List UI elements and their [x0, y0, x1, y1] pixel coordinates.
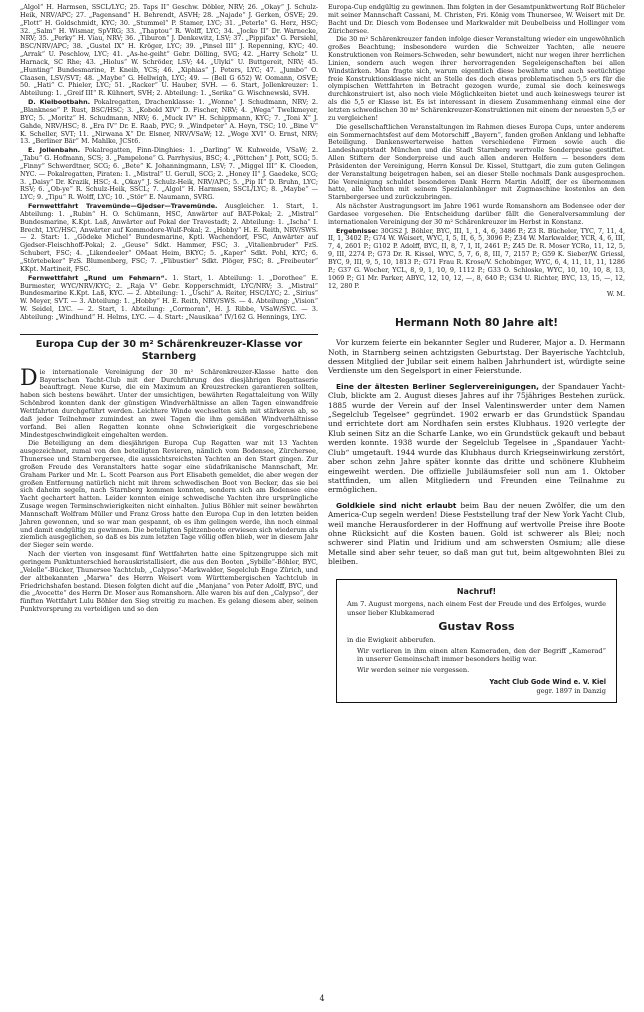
europa-cup-headline-block: [20, 334, 318, 363]
section-label: E. Jollenbahn.: [28, 146, 81, 155]
berlin-text: der Spandauer Yacht-Club, blickte am 2. August dieses Jahres auf ihr 75jähriges Bestehen zurück. 1885 wurde der Verein auf der Insel Valentinswerder unter dem Namen „Segelclub Tegelsee“ gegründet. 1902 erwarb er das Grundstück Spandau und errichtete dort am Nordhafen sein erstes Klubhaus. 1920 verlegte der Klub seinen Sitz an die Scharfe Lanke, wo ein Grundstück gekauft und bebaut werden konnte. 1938 wurde der Segelclub Tegelsee in „Spandauer Yacht-Club“ umgetauft. 1944 wurde das Klubhaus durch Kriegseinwirkung zerstört, aber schon zehn Jahre später konnte das dritte und schönere Klubheim eingeweiht werden. Die offizielle Jubiläumsfeier soll nun am 1. Oktober stattfinden, um allen Mitgliedern und Freunden eine Teilnahme zu ermöglichen.: [328, 381, 625, 495]
section-d-kielboot: [20, 99, 318, 146]
noth-headline: Hermann Noth 80 Jahre alt!: [394, 317, 559, 330]
europa-cup-paragraph: [20, 365, 318, 440]
paragraph-text: ie internationale Vereinigung der 30 m² Schärenkreuzer-Klasse hatte den Bayerischen Yacht-Club mit der Durchführung des diesjährigen Regattaserie beauftragt. Neue Kurse, die ein Maximum an Kreuzstrecken garantieren sollten, haben sich bestens bewährt. Unter der umsichtigen, bewährten Regattaleitung von Willy Schönbrod konnten dank der günstigen Windverhältnisse an allen Tagen einwandfreie Wettfahrten durchgeführt werden. Leichtere Winde wechselten sich mit stärkeren ab, so daß jeder Teilnehmer zumindest an zwei Tagen die ihm gemäßen Windverhältnisse vorfand. Bei allen Regatten konnte ohne Schwierigkeit die vorgeschriebene Mindestgeschwindigkeit eingehalten werden.: [20, 367, 318, 439]
left-column: [20, 4, 318, 615]
section-label: D. Kielbootbahn.: [28, 98, 91, 107]
obituary-club: Yacht Club Gode Wind e. V. Kiel: [489, 678, 606, 687]
ergebnisse-paragraph: [328, 228, 625, 291]
obituary-intro: Am 7. August morgens, nach einem Fest der Freude und des Erfolges, wurde unser lieber Klubkamerad: [347, 600, 606, 617]
drop-cap: D: [20, 365, 38, 391]
section-text: Ausgleicher. 1. Start, 1. Abteilung: 1. „Rubin“ H. O. Schümann, HSC, Anwärter auf BAT-Pokal; 2. „Mistral“ Bundesmarine, K.Kpt. Laß, Anwärter auf Pokal der Travestadt; 2. Abteilung: 1. „Ischa“ I. Brecht, LYC/HSC, Anwärter auf Kommodore-Wulf-Pokal; 2. „Hobby“ H. E. Reith, NRV/SWS. — 2. Start: 1. „Gödeke Michel“ Bundesmarine, Kptl. Wachendorf, FSC, Anwärter auf Gjedser-Fleischhoff-Pokal; 2. „Geuse“ Sdkt. Hammer, FSC; 3. „Vitalienbruder“ FzS. Schubert, FSC; 4. „Likendeeler“ OMaat Heim, BKYC; 5. „Kaper“ Sdkt. Pohl, KYC; 6. „Störtebeker“ FzS. Blumenberg, FSC; 7. „Flibustier“ Sdkt. Plöger, FSC; 8. „Freibeuter“ KKpt. Martineit, FSC.: [20, 202, 319, 273]
obituary-title: Nachruf!: [456, 586, 497, 596]
author-signature: W. M.: [606, 290, 625, 299]
section-fernwettfahrt-fehmarn: [20, 275, 318, 322]
obituary-line: Wir werden seiner nie vergessen.: [357, 665, 470, 674]
goldkiele-label: Goldkiele sind nicht erlaubt: [336, 500, 457, 510]
results-continued: „Algol“ H. Harmsen, SSCL/LYC; 25. Taps II“ Geschw. Döbler, NRV; 26. „Okay“ J. Schulz-Heik, NRV/APC; 27. „Pagensand“ H. Behrendt, ASVH; 28. „Najade“ J. Gerken, OSVE; 29. „Flott“ H. Goldschmidt, KYC; 30. „Stummel“ P. Stamer, LYC; 31. „Peterle“ G. Herz, HSC; 32. „Salm“ H. Wismar, SpVRG; 33. „Thaptou“ R. Wolff, LYC; 34. „Jocko II“ Dr. Warnecke, NRV; 35. „Perky“ H. Viau, NRV; 36. „Tiburon“ J. Denkewitz, LSV; 37. „Pippifax“ G. Persiehl, BSC/NRV/APC; 38. „Gustel IX“ H. Kröger, LYC; 39. „Pinsel III“ J. Repenning, KYC; 40. „Arrak“ U. Peschlow, LYC; 41. „As-he-geiht“ Gebr. Dölling, SVG; 42. „Harry Scholz“ U. Harnack, SC Rhe; 43. „Hiolus“ W. Schröder, LSV; 44. „Ulyki“ U. Buttgereit, NRV; 45. „Hunting“ Bundesmarine, P. Kneib, YCS; 46. „Xiphias“ J. Peters, LYC; 47. „Jumbo“ O. Claasen, LSV/SVT; 48. „Maybe“ G. Hellwigh, LYC; 49. — (Bell G 652) W. Oomann, OSVE; 50. „Hati“ C. Phieler, LYC; 51. „Racker“ U. Hauber, SVH. — 6. Start, Jollenkreuzer: 1. Abteilung: 1. „Greif III“ R. Kühnert, SVH; 2. Abteilung: 1. „Serika“ G. Wischnewski, SVH.: [20, 3, 318, 98]
obituary-line: in die Ewigkeit abberufen.: [347, 635, 436, 644]
section-fernwettfahrt-gjedser: [20, 203, 318, 274]
ergebnisse-label: Ergebnisse:: [336, 226, 379, 235]
section-text: 1. Start, 1. Abteilung: 1. „Dorothee“ E. Burmester, WYC/NRV/KYC; 2. „Raja V“ Gebr. Kopperschmidt, LYC/NRV; 3. „Mistral“ Bundesmarine K.Kpt. Laß, KYC. — 2. Abteilung: 1. „Uschi“ A. Reiter, HSC/LYC; 2. „Sirius“ W. Meyer, SVT. — 3. Abteilung: 1. „Hobby“ H. E. Reith, NRV/SWS. — 4. Abteilung: „Vision“ W. Seidel, LYC. — 2. Start, 1. Abteilung: „Cormoran“, H. J. Ribbe, VSaW/SYC. — 3. Abteilung: „Windhund“ H. Helms, LYC. — 4. Start: „Nausikaa“ IV/162 G. Hennings, LYC.: [20, 273, 318, 321]
ergebnisse-text: 30GS2 J. Böhler, BYC, III, 1, 1, 4, 6, 3486 P.; Z3 R. Bücheler, TYC, 7, 11, 4, II, 1, 3402 P.; G74 W. Weisert, WYC, I, 5, II, 6, 5, 3096 P.; Z34 W. Markwalder, YCR, 4, 6, III, 7, 4, 2601 P.; G102 P. Adolff, BYC, II, 8, 7, I, II, 2461 P.; Z45 Dr. R. Moser YCRo, 11, 12, 5, 9, III, 2274 P.; G73 Dr. R. Kissel, WYC, 5, 7, 6, 8, III, 7, 2157 P.; G59 K. Sieber/W. Griessl, BYC, 9, III, 9, 5, 10, 1813 P.; G71 Frau R. Krose/V. Schobinger, WYC, 6, 4, 11, 11, 11, 1286 P.; G37 G. Wocher, YCL, 8, 9, 1, 10, 9, 1112 P.; G33 O. Schloske, WYC, 10, 10, 10, 8, 13, 1069 P.; G1 Mr. Parker, ABYC, 12, 10, 12, —, 8, 640 P.; G34 U. Richter, BYC, 13, 15, —, 12, 12, 280 P.: [328, 226, 625, 290]
right-column: [328, 4, 625, 703]
goldkiele-paragraph: [328, 501, 625, 567]
berlin-paragraph: [328, 382, 625, 495]
obituary-founded: gegr. 1897 in Danzig: [536, 686, 606, 695]
europa-cup-headline: Europa Cup der 30 m² Schärenkreuzer-Klasse vor Starnberg: [35, 338, 303, 362]
europa-cup-paragraph: Die gesellschaftlichen Veranstaltungen im Rahmen dieses Europa Cups, unter anderem ein Sommernachtsfest auf dem Motorschiff „Bayern“, fanden großen Anklang und lebhafte Beteiligung. Dankenswerterweise hatten verschiedene Firmen sowie auch die Landeshauptstadt München und die Stadt Starnberg wertvolle Sonderpreise gestiftet. Allen Stiftern der Sonderpreise und auch allen anderen Helfern — besonders dem Präsidenten der Vereinigung, Herrn Konsul Dr. Kissel, Stuttgart, die zum guten Gelingen der Veranstaltung beigetragen haben, sei an dieser Stelle nochmals Dank ausgesprochen. Die Vereinigung schuldet besonderen Dank Herrn Martin Adolff, der es übernommen hatte, alle Yachten mit seinem Spezialanhänger mit Zugmaschine kostenlos an den Starnbergersee und zurückzubringen.: [328, 122, 625, 202]
section-text: Pokalregatten, Finn-Dinghies: 1. „Darling“ W. Kuhweide, VSaW; 2. „Tabu“ G. Hofmann, SCS; 3. „Pampelone“ G. Parrhysius, BSC; 4. „Pöttchen“ J. Pott, SCG; 5. „Finny“ Schwerdtner, SCG; 6. „Bete“ K. Johanningmann, LSV; 7. „Miggel III“ K. Cloeden, NYC. — Pokalregatten, Piraten: 1. „Mistral“ U. Gerull, SCG; 2. „Honey II“ J. Gaedeke, SCG; 3. „Daisy“ Dr. Krazik, HSC; 4. „Okay“ J. Schulz-Heik, NRV/APC; 5. „Pip II“ D. Bruhn, LYC; RSV; 6. „Ob-ye“ R. Schulz-Heik, SSCL; 7. „Algol“ H. Harmsen, SSCL/LYC; 8. „Maybe“ — LYC; 9. „Tipu“ R. Wolff, LYC; 10. „Stör“ E. Naumann, SVRG.: [20, 146, 319, 202]
obituary-box: [336, 579, 617, 703]
section-label: Fernwettfahrt Travemünde—Gjedser—Travemünde.: [28, 202, 218, 211]
europa-cup-paragraph: Europa-Cup endgültig zu gewinnen. Ihm folgten in der Gesamtpunktwertung Rolf Bücheler mit seiner Mannschaft Cassani, M. Christen, Fri. König vom Thunersee, W. Weisert mit Dr. Bacht und Dr. Diesch vom Bodensee und Markwalder mit Deubelbeiss und Hollinger vom Zürichersee.: [328, 3, 625, 35]
section-text: Pokalregatten, Drachenklasse: 1. „Wonne“ J. Schudmann, NRV; 2. „Blanknese“ P. Rust, BSC/HSC; 3. „Kobold XIV“ D. Fischer, NRV; 4. „Wega“ Twelkmeyer, BYC; 5. „Moritz“ H. Schudmann, NRV; 6. „Muck IV“ H. Schippmann, KYC; 7. „Toni X“ J. Gahde, NRV/HSC; 8. „Era IV“ Dr. E. Raab, PYC; 9. „Windpeter“ A. Heyn, TSC; 10. „Bine V“ K. Scheller, SVT; 11. „Nirwana X“ Dr. Elsner, NRV/VSaW; 12. „Woge XVI“ O. Ernst, NRV; 13. „Berliner Bär“ M. Mahlke, JCSt6.: [20, 98, 318, 146]
obituary-line: Wir verlieren in ihm einen alten Kameraden, den der Begriff „Kamerad“ in unserer Gemeinschaft immer besonders heilig war.: [357, 646, 606, 664]
obituary-name: Gustav Ross: [438, 620, 515, 634]
europa-cup-paragraph: Die Beteiligung an dem diesjährigen Europa Cup Regatten war mit 13 Yachten ausgezeichnet, zumal von den beteiligten Revieren, nämlich vom Bodensee, Zürchersee, Thunersee und Starnbergersee, die aussichtsreichsten Yachten an den Start gingen. Zur großen Freude des Veranstalters hatte sogar eine südafrikanische Mannschaft, Mr. Graham Parker und Mr. L. Scott Pearson aus Port Elisabeth gemeldet, die aber wegen der großen Entfernung natürlich nicht mit ihrem schwedischen Boot von Becker, das sie bei sich daheim segeln, nach Starnberg kommen konnten, sondern sich am Bodensee eine Yacht gechartert hatten. Leider konnten einige schwedische Yachten ihre ursprüngliche Zusage wegen Terminschwierigkeiten nicht einhalten. Julius Böhler mit seiner bewährten Mannschaft Wolfram Müller und Franz Gross hatte den Europa Cup in den letzten beiden Jahren gewonnen, und so war man gespannt, ob es ihm gelingen werde, ihn noch einmal und damit endgültig zu gewinnen. Die beteiligten Spitzenboote erwiesen sich wiederum als ziemlich ausgeglichen, so daß es bis zum letzten Tage völlig offen blieb, wer in diesem Jahr der Sieger sein werde.: [20, 439, 318, 550]
goldkiele-text: beim Bau der neuen Zwölfer, die um den America-Cup segeln werden! Diese Feststellung traf der New York Yacht Club, weil manche Herausforderer in der Hoffnung auf wertvolle Preise ihre Boote ohne Rücksicht auf die Kosten bauen. Gold ist schwerer als Blei; noch schwerer sind Platin und Iridium und am schwersten Osmium; alle diese Metalle sind aber sehr teuer, so daß man gut tut, beim altgewohnten Blei zu bleiben.: [328, 500, 625, 567]
europa-cup-paragraph: Als nächster Austragungsort im Jahre 1961 wurde Romanshorn am Bodensee oder der Gardasee vorgesehen. Die Entscheidung darüber fällt die Generalversammlung der internationalen Vereinigung der 30 m² Schärenkreuzer im Herbst in Konstanz.: [328, 202, 625, 226]
section-e-jollen: [20, 147, 318, 202]
headline-rule: [20, 334, 318, 335]
section-label: Fernwettfahrt „Rund um Fehmarn“.: [28, 273, 168, 282]
page-number: 4: [319, 994, 325, 1003]
berlin-label: Eine der ältesten Berliner Seglervereinigungen,: [336, 381, 539, 391]
europa-cup-paragraph: Nach der vierten von insgesamt fünf Wettfahrten hatte eine Spitzengruppe sich mit geringem Punktunterschied herauskristallisiert, die aus den Booten „Sybille“-Böhler, BYC, „Velelle“-Bücker, Thunersee Yachtclub, „Calypso“-Markwalder, Segelclub Enge Zürich, und der altbekannten „Marwa“ des Herrn Weisert vom Württembergischen Yachtclub in Friedrichshafen bestand. Diesen folgten dicht auf die „Manjana“ von Peter Adolff, BYC, und die „Avocette“ des Herrn Dr. Moser aus Romanshorn. Alle waren bis auf den „Calypso“, der fünften Wettfahrt Lulu Böhler den Sieg streitig zu machen. Es gelang diesem aber, seinen Punktvorsprung zu verteidigen und so den: [20, 550, 318, 614]
europa-cup-paragraph: Die 30 m² Schärenkreuzer fanden infolge dieser Veranstaltung wieder ein ungewöhnlich großes Beachtung; insbesondere wurden die Schweizer Yachten, alle neuere Konstruktionen von Reimers-Schweden, sehr bewundert, nicht nur wegen ihrer herrlichen Linien, sondern auch wegen ihrer hervorragenden Segeleigenschaften bei allen Windstärken. Man fragte sich, warum eigentlich diese bewährte und auch seetüchtige freie Konstruktionsklasse nicht an Stelle des doch etwas problematischen 5,5 ers für die olympischen Wettfahrten in Betracht gezogen wurde, zumal sie doch keineswegs durchkonstruiert ist, also noch viele Möglichkeiten bietet und auch keineswegs teurer ist als die 5,5 er Klasse ist. Es ist interessant in diesem Zusammenhang einmal eine der letzten schwedischen 30 m² Schärenkreuzer-Konstruktionen mit einem der neuesten 5,5 er zu vergleichen!: [328, 35, 625, 122]
noth-paragraph: Vor kurzem feierte ein bekannter Segler und Ruderer, Major a. D. Hermann Noth, in Starnberg seinen achtzigsten Geburtstag. Der Bayerische Yachtclub, dessen Mitglied der Jubilar seit einem halben Jahrhundert ist, würdigte seine Verdienste um den Segelsport in einer Feierstunde.: [328, 338, 625, 376]
